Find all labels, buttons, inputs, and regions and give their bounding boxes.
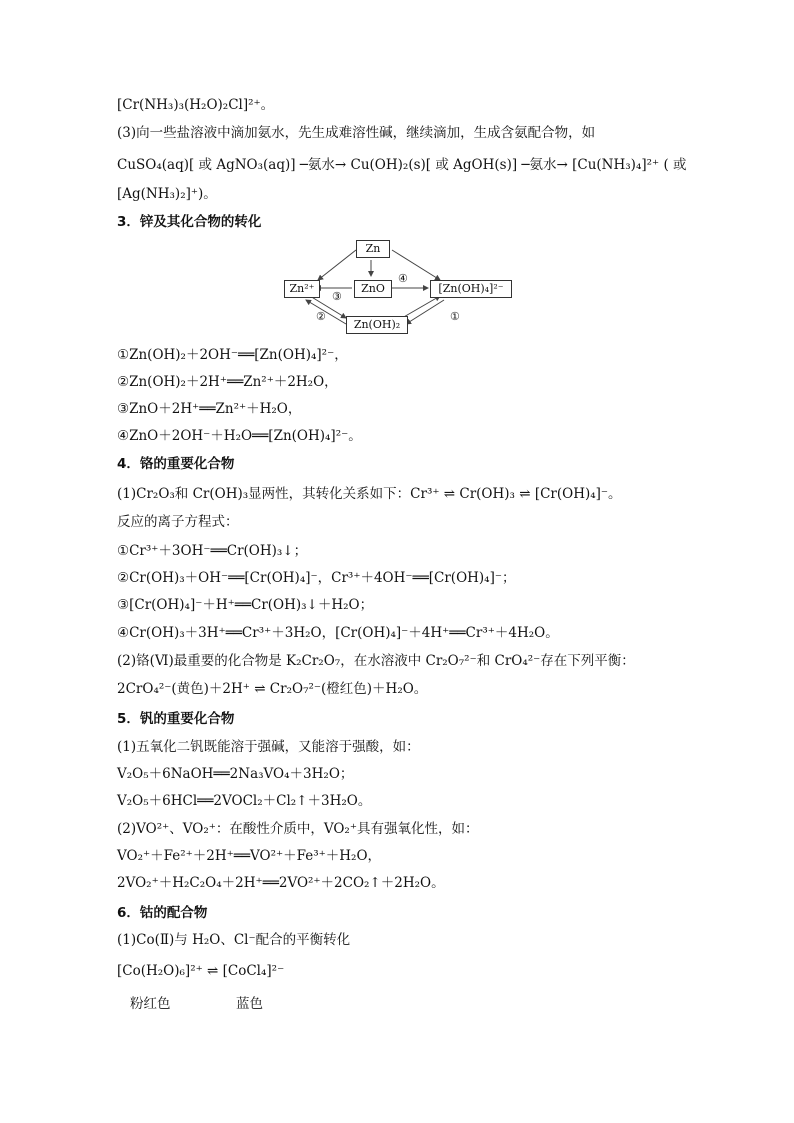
section-heading: 4．铬的重要化合物 [117,456,235,472]
zno-box: ZnO [354,280,392,298]
section-heading: 3．锌及其化合物的转化 [117,214,262,230]
text-line: VO₂⁺＋Fe²⁺＋2H⁺══VO²⁺＋Fe³⁺＋H₂O， [117,848,382,864]
arrow-number: ③ [332,290,342,303]
text-line: (3)向一些盐溶液中滴加氨水，先生成难溶性碱，继续滴加，生成含氨配合物，如 [117,125,596,141]
text-line: ①Zn(OH)₂＋2OH⁻══[Zn(OH)₄]²⁻， [117,347,348,363]
text-line: ④Cr(OH)₃＋3H⁺══Cr³⁺＋3H₂O，[Cr(OH)₄]⁻＋4H⁺══Cr³⁺＋4H₂O。 [117,625,559,641]
text-line: ②Cr(OH)₃＋OH⁻══[Cr(OH)₄]⁻，Cr³⁺＋4OH⁻══[Cr(OH)₄]⁻； [117,570,516,586]
text-line: [Cr(NH₃)₃(H₂O)₂Cl]²⁺。 [117,97,275,113]
section-heading: 6．钴的配合物 [117,905,208,921]
text-line: 2CrO₄²⁻(黄色)＋2H⁺ ⇌ Cr₂O₇²⁻(橙红色)＋H₂O。 [117,681,428,697]
text-line: ③ZnO＋2H⁺══Zn²⁺＋H₂O， [117,401,302,417]
text-line: [Ag(NH₃)₂]⁺)。 [117,186,217,202]
text-line: ①Cr³⁺＋3OH⁻══Cr(OH)₃↓； [117,543,308,559]
color-label: 蓝色 [236,996,263,1012]
text-line: ②Zn(OH)₂＋2H⁺══Zn²⁺＋2H₂O， [117,374,338,390]
text-line: (1)五氧化二钒既能溶于强碱，又能溶于强酸，如： [117,739,420,755]
text-line: [Co(H₂O)₆]²⁺ ⇌ [CoCl₄]²⁻ [117,963,285,979]
text-line: (1)Cr₂O₃和 Cr(OH)₃显两性，其转化关系如下：Cr³⁺ ⇌ Cr(OH)₃ ⇌ [Cr(OH)₄]⁻。 [117,486,622,502]
zn-box: Zn [356,240,390,258]
zn2-box: Zn²⁺ [284,280,320,298]
text-line: ④ZnO＋2OH⁻＋H₂O══[Zn(OH)₄]²⁻。 [117,428,362,444]
text-line: (2)VO²⁺、VO₂⁺：在酸性介质中，VO₂⁺具有强氧化性，如： [117,821,479,837]
text-line: 反应的离子方程式： [117,514,239,530]
arrow-number: ② [316,310,326,323]
zinc-hydroxide-box: Zn(OH)₂ [346,316,408,334]
color-label: 粉红色 [130,996,171,1012]
arrow-number: ① [450,310,460,323]
zinc-complex-box: [Zn(OH)₄]²⁻ [430,280,512,298]
text-line: V₂O₅＋6NaOH══2Na₃VO₄＋3H₂O； [117,766,354,782]
zinc-conversion-diagram [280,236,512,336]
text-line: CuSO₄(aq)[ 或 AgNO₃(aq)] ─氨水→ Cu(OH)₂(s)[ 或 AgOH(s)] ─氨水→ [Cu(NH₃)₄]²⁺ ( 或 [117,157,687,173]
text-line: V₂O₅＋6HCl══2VOCl₂＋Cl₂↑＋3H₂O。 [117,793,372,809]
section-heading: 5．钒的重要化合物 [117,711,235,727]
text-line: (1)Co(Ⅱ)与 H₂O、Cl⁻配合的平衡转化 [117,932,351,948]
text-line: (2)铬(Ⅵ)最重要的化合物是 K₂Cr₂O₇，在水溶液中 Cr₂O₇²⁻和 CrO₄²⁻存在下列平衡： [117,653,635,669]
arrow-number: ④ [398,272,408,285]
text-line: 2VO₂⁺＋H₂C₂O₄＋2H⁺══2VO²⁺＋2CO₂↑＋2H₂O。 [117,875,445,891]
text-line: ③[Cr(OH)₄]⁻＋H⁺══Cr(OH)₃↓＋H₂O； [117,597,374,613]
